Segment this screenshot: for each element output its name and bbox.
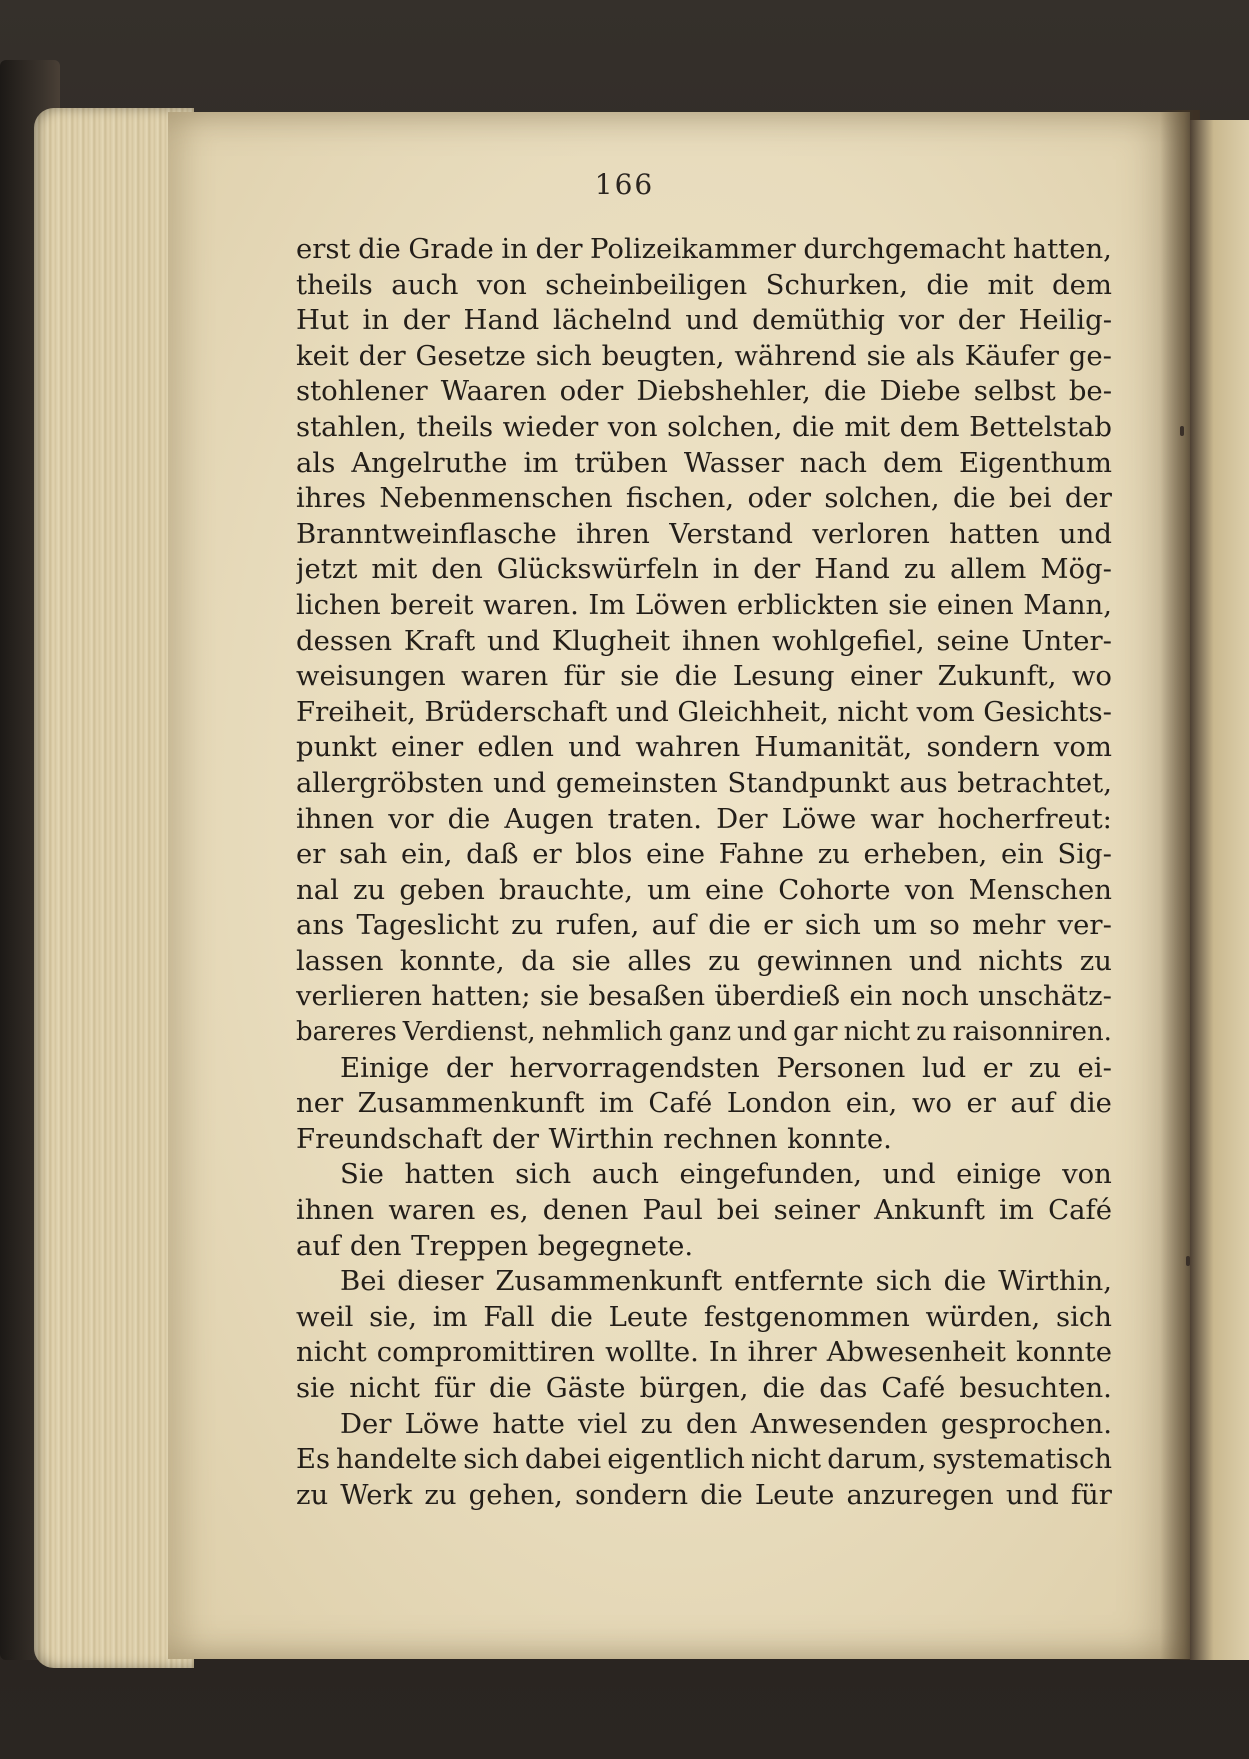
text-line: Hut in der Hand lächelnd und demüthig vor der Heilig- — [296, 304, 1112, 337]
text-line: lichen bereit waren. Im Löwen erblickten sie einen Mann, — [296, 588, 1112, 621]
text-line: Freiheit, Brüderschaft und Gleichheit, nicht vom Gesichts- — [296, 695, 1112, 728]
text-line: lassen konnte, da sie alles zu gewinnen und nichts zu — [296, 944, 1112, 977]
text-line: nal zu geben brauchte, um eine Cohorte von Menschen — [296, 873, 1112, 906]
text-line: Der Löwe hatte viel zu den Anwesenden gesprochen. — [340, 1407, 1112, 1440]
text-line: ner Zusammenkunft im Café London ein, wo er auf die — [296, 1087, 1112, 1120]
text-line: stohlener Waaren oder Diebshehler, die Diebe selbst be- — [296, 375, 1112, 408]
text-line: allergröbsten und gemeinsten Standpunkt aus betrachtet, — [296, 766, 1112, 799]
body-text — [296, 232, 1112, 1513]
text-line: Bei dieser Zusammenkunft entfernte sich die Wirthin, — [340, 1265, 1112, 1298]
page-number: 166 — [594, 168, 655, 201]
text-line: weisungen waren für sie die Lesung einer Zukunft, wo — [296, 660, 1112, 693]
text-line: stahlen, theils wieder von solchen, die mit dem Bettelstab — [296, 410, 1112, 443]
text-line: ihres Nebenmenschen fischen, oder solchen, die bei der — [296, 482, 1112, 515]
text-line: Sie hatten sich auch eingefunden, und einige von — [340, 1158, 1112, 1191]
text-line: weil sie, im Fall die Leute festgenommen würden, sich — [296, 1300, 1112, 1333]
text-line: Branntweinflasche ihren Verstand verloren hatten und — [296, 517, 1112, 550]
text-line: als Angelruthe im trüben Wasser nach dem Eigenthum — [296, 446, 1112, 479]
text-line: er sah ein, daß er blos eine Fahne zu erheben, ein Sig- — [296, 838, 1112, 871]
text-line: ans Tageslicht zu rufen, auf die er sich um so mehr ver- — [296, 909, 1112, 942]
text-line: Einige der hervorragendsten Personen lud er zu ei- — [340, 1051, 1112, 1084]
text-line: erst die Grade in der Polizeikammer durchgemacht hatten, — [296, 233, 1112, 265]
text-line: zu Werk zu gehen, sondern die Leute anzuregen und für — [296, 1478, 1112, 1511]
text-line: sie nicht für die Gäste bürgen, die das Café besuchten. — [296, 1372, 1112, 1404]
text-line: bareres Verdienst, nehmlich ganz und gar nicht zu raisonniren. — [296, 1017, 1112, 1048]
margin-mark — [1186, 1256, 1190, 1266]
text-line: nicht compromittiren wollte. In ihrer Abwesenheit konnte — [296, 1336, 1112, 1369]
text-line: dessen Kraft und Klugheit ihnen wohlgefiel, seine Unter- — [296, 624, 1112, 657]
text-line: keit der Gesetze sich beugten, während sie als Käufer ge- — [296, 339, 1112, 372]
text-line: verlieren hatten; sie besaßen überdieß ein noch unschätz- — [296, 980, 1112, 1013]
text-line: punkt einer edlen und wahren Humanität, sondern vom — [296, 731, 1112, 764]
margin-mark — [1180, 426, 1184, 436]
text-line: ihnen vor die Augen traten. Der Löwe war hocherfreut: — [296, 802, 1112, 835]
opposite-page-edge — [1190, 120, 1249, 1660]
text-line: Freundschaft der Wirthin rechnen konnte. — [296, 1122, 892, 1155]
text-line: Es handelte sich dabei eigentlich nicht darum, systematisch — [296, 1444, 1112, 1476]
text-line: ihnen waren es, denen Paul bei seiner Ankunft im Café — [296, 1194, 1112, 1227]
text-line: theils auch von scheinbeiligen Schurken, die mit dem — [296, 268, 1112, 301]
text-line: jetzt mit den Glückswürfeln in der Hand zu allem Mög- — [296, 553, 1112, 586]
text-line: auf den Treppen begegnete. — [296, 1229, 694, 1262]
